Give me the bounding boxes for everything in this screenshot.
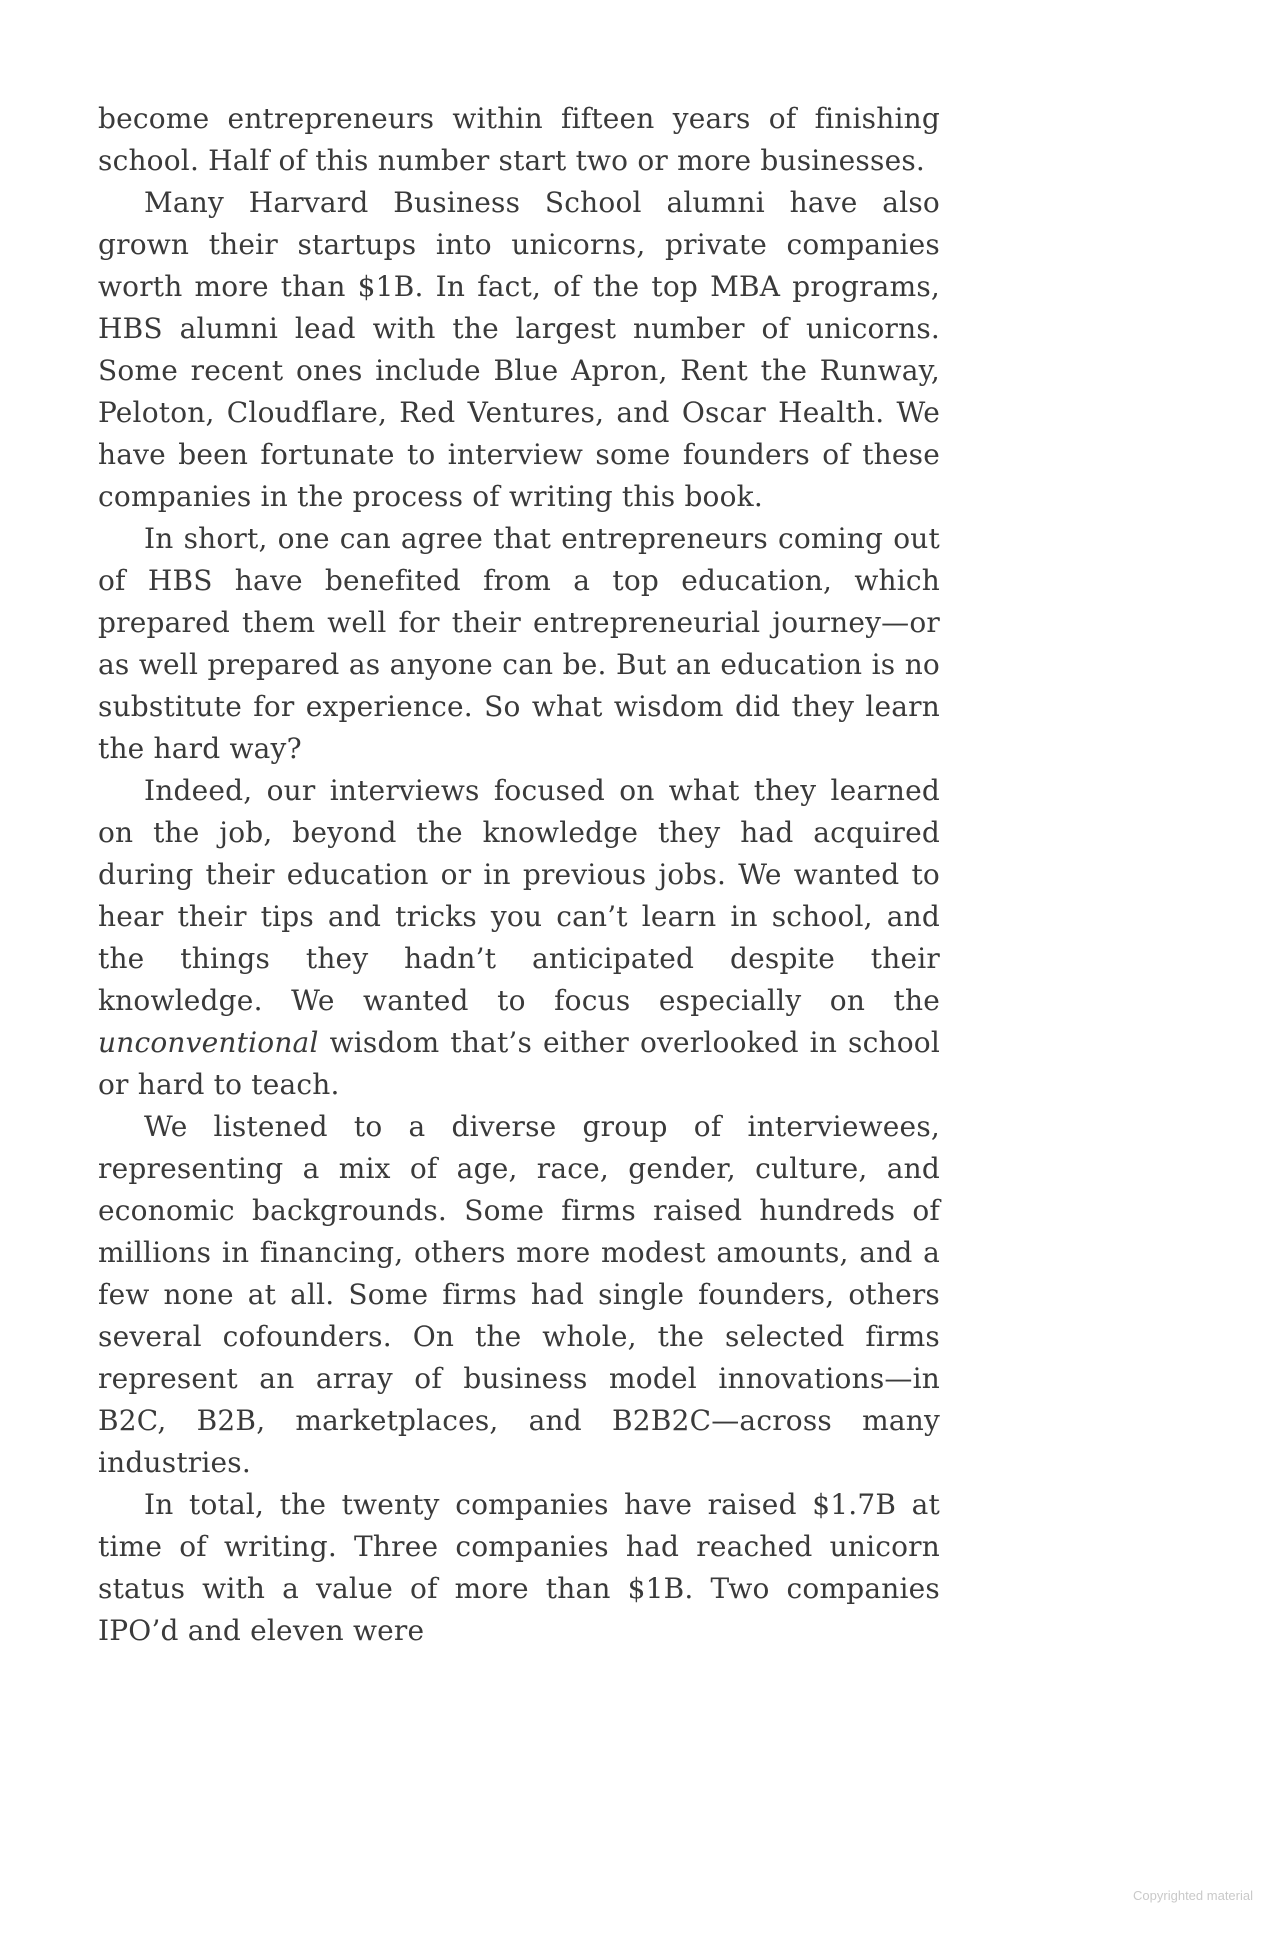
paragraph (98, 770, 940, 1106)
text-run: become entrepreneurs within fifteen years of finishing school. Half of this number start two or more businesses. (98, 102, 940, 177)
copyright-watermark: Copyrighted material (1133, 1888, 1253, 1903)
text-run: In total, the twenty companies have raised $1.7B at time of writing. Three companies had reached unicorn status with a value of more than $1B. Two companies IPO’d and eleven were (98, 1488, 940, 1647)
paragraph (98, 98, 940, 182)
text-run: wisdom that’s either overlooked in school or hard to teach. (98, 1026, 940, 1101)
italic-text-run: unconventional (98, 1026, 319, 1059)
text-run: We listened to a diverse group of interviewees, representing a mix of age, race, gender, culture, and economic backgrounds. Some firms raised hundreds of millions in financing, others more modest amounts, and a few none at all. Some firms had single founders, others several cofounders. On the whole, the selected firms represent an array of business model innovations—in B2C, B2B, marketplaces, and B2B2C—across many industries. (98, 1110, 940, 1479)
paragraph (98, 1484, 940, 1652)
paragraph (98, 182, 940, 518)
text-run: In short, one can agree that entrepreneurs coming out of HBS have benefited from a top education, which prepared them well for their entrepreneurial journey—or as well prepared as anyone can be. But an education is no substitute for experience. So what wisdom did they learn the hard way? (98, 522, 940, 765)
paragraph (98, 518, 940, 770)
text-run: Many Harvard Business School alumni have also grown their startups into unicorns, private companies worth more than $1B. In fact, of the top MBA programs, HBS alumni lead with the largest number of unicorns. Some recent ones include Blue Apron, Rent the Runway, Peloton, Cloudflare, Red Ventures, and Oscar Health. We have been fortunate to interview some founders of these companies in the process of writing this book. (98, 186, 940, 513)
body-text (98, 98, 940, 1652)
paragraph (98, 1106, 940, 1484)
text-run: Indeed, our interviews focused on what they learned on the job, beyond the knowledge they had acquired during their education or in previous jobs. We wanted to hear their tips and tricks you can’t learn in school, and the things they hadn’t anticipated despite their knowledge. We wanted to focus especially on the (98, 774, 940, 1017)
